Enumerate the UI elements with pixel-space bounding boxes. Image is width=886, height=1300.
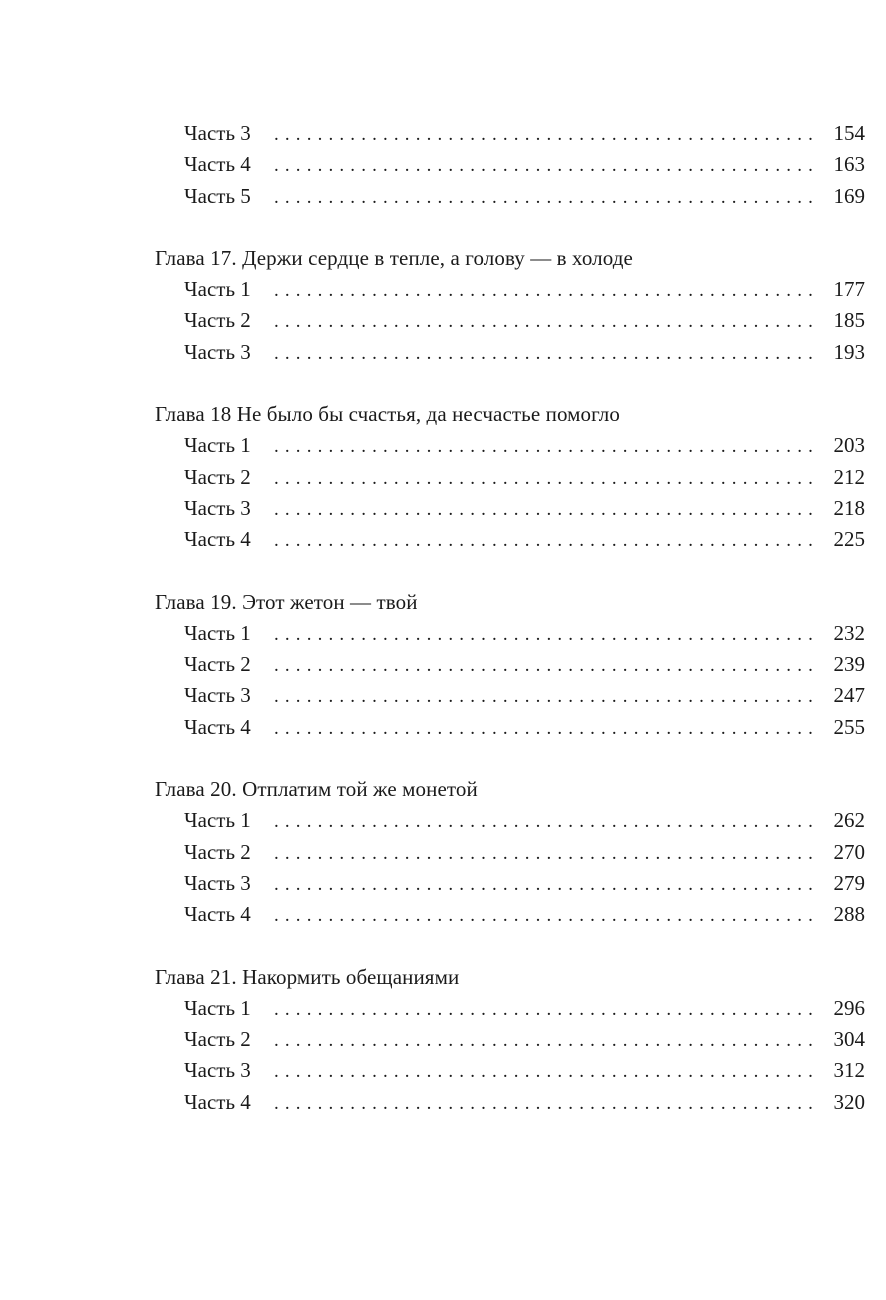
dot-leader: .................................................. [274,842,819,864]
dot-leader: .................................................. [274,1061,819,1083]
chapter-title: Глава 20. Отплатим той же монетой [155,777,478,802]
page-number: 320 [833,1089,865,1114]
page-number: 232 [833,620,865,645]
chapter-title: Глава 17. Держи сердце в тепле, а голову — в холоде [155,245,633,270]
dot-leader: .................................................. [274,124,819,145]
dot-leader: .................................................. [274,280,819,302]
page-number: 203 [833,433,865,458]
dot-leader: .................................................. [274,717,819,739]
page-number: 185 [833,308,865,333]
toc-block-chapter-21 [155,962,865,1118]
page-number: 296 [833,995,865,1020]
toc-block-chapter-16-continued [155,118,865,212]
dot-leader: .................................................. [274,311,819,333]
dot-leader: .................................................. [274,1092,819,1114]
page-number: 279 [833,870,865,895]
part-label: Часть 1 [184,277,251,302]
page-number: 154 [833,121,865,145]
dot-leader: .................................................. [274,905,819,927]
part-label: Часть 3 [184,1058,251,1083]
dot-leader: .................................................. [274,342,819,364]
chapter-title: Глава 18 Не было бы счастья, да несчастье помогло [155,402,620,427]
chapter-title: Глава 19. Этот жетон — твой [155,589,418,614]
dot-leader: .................................................. [274,530,819,552]
page-number: 247 [833,683,865,708]
page-number: 177 [833,277,865,302]
part-label: Часть 1 [184,995,251,1020]
page-number: 312 [833,1058,865,1083]
part-label: Часть 1 [184,808,251,833]
dot-leader: .................................................. [274,686,819,708]
toc-entry [155,1087,865,1118]
dot-leader: .................................................. [274,155,819,177]
dot-leader: .................................................. [274,436,819,458]
page-number: 163 [833,152,865,177]
toc-entry [155,430,865,461]
part-label: Часть 4 [184,902,251,927]
toc-entry [155,837,865,868]
dot-leader: .................................................. [274,498,819,520]
toc-block-chapter-17 [155,243,865,368]
page-number: 304 [833,1027,865,1052]
part-label: Часть 2 [184,839,251,864]
part-label: Часть 3 [184,870,251,895]
toc-entry [155,680,865,711]
toc-entry [155,618,865,649]
part-label: Часть 1 [184,433,251,458]
page-number: 218 [833,495,865,520]
dot-leader: .................................................. [274,467,819,489]
page-number: 255 [833,714,865,739]
part-label: Часть 2 [184,308,251,333]
page-number: 225 [833,527,865,552]
dot-leader: .................................................. [274,998,819,1020]
dot-leader: .................................................. [274,1030,819,1052]
page-number: 239 [833,652,865,677]
toc-entry [155,149,865,180]
dot-leader: .................................................. [274,811,819,833]
part-label: Часть 4 [184,152,251,177]
page-number: 193 [833,339,865,364]
toc-entry [155,118,865,149]
toc-entry [155,899,865,930]
part-label: Часть 4 [184,1089,251,1114]
dot-leader: .................................................. [274,623,819,645]
dot-leader: .................................................. [274,655,819,677]
chapter-title: Глава 21. Накормить обещаниями [155,964,460,989]
toc-block-chapter-18 [155,399,865,555]
part-label: Часть 4 [184,527,251,552]
toc-block-chapter-20 [155,774,865,930]
toc-entry [155,524,865,555]
toc-entry [155,712,865,743]
toc-entry [155,493,865,524]
toc-entry [155,1024,865,1055]
toc-entry [155,1055,865,1086]
part-label: Часть 4 [184,714,251,739]
page-number: 212 [833,464,865,489]
part-label: Часть 2 [184,1027,251,1052]
part-label: Часть 2 [184,652,251,677]
toc-entry [155,181,865,212]
toc-entry [155,993,865,1024]
toc-entry [155,274,865,305]
page-number: 288 [833,902,865,927]
dot-leader: .................................................. [274,186,819,208]
table-of-contents [155,118,865,1149]
page-number: 270 [833,839,865,864]
part-label: Часть 1 [184,620,251,645]
part-label: Часть 2 [184,464,251,489]
part-label: Часть 5 [184,183,251,208]
part-label: Часть 3 [184,121,251,145]
toc-entry [155,462,865,493]
page-number: 262 [833,808,865,833]
part-label: Часть 3 [184,683,251,708]
dot-leader: .................................................. [274,873,819,895]
toc-block-chapter-19 [155,587,865,743]
part-label: Часть 3 [184,339,251,364]
part-label: Часть 3 [184,495,251,520]
page-number: 169 [833,183,865,208]
toc-entry [155,805,865,836]
toc-entry [155,305,865,336]
toc-entry [155,337,865,368]
toc-entry [155,649,865,680]
toc-entry [155,868,865,899]
